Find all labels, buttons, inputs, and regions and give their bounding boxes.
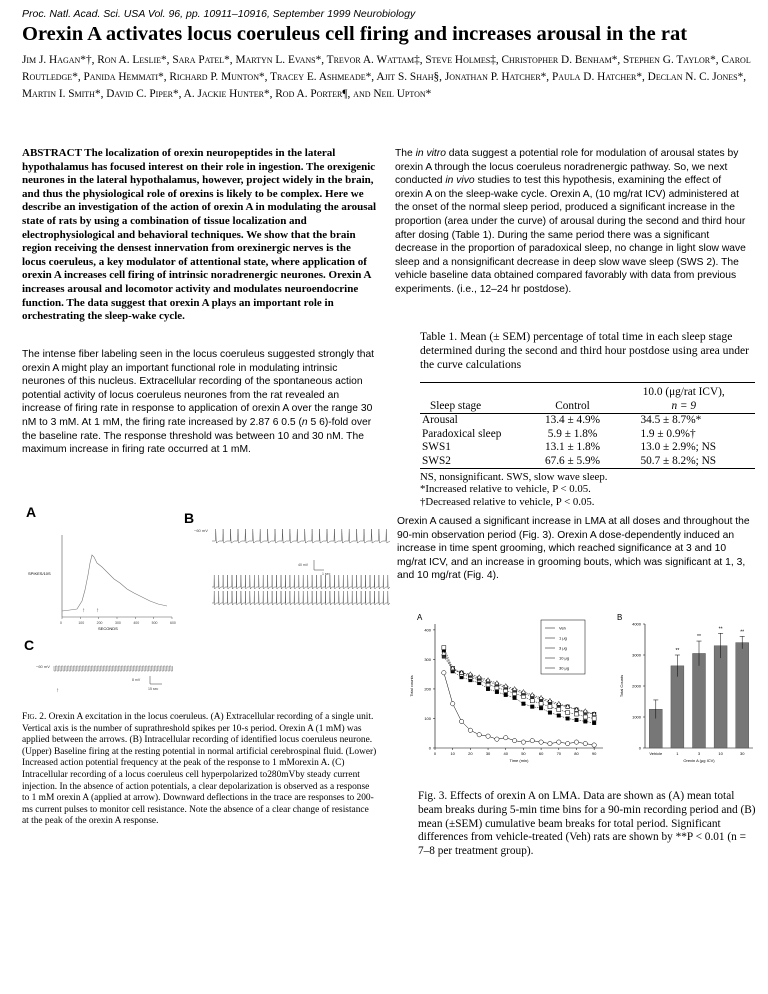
fig2-label-b: B — [184, 510, 195, 526]
fig3a-point — [442, 671, 446, 675]
fig2a-tick-label: 300 — [115, 621, 121, 625]
fig2b-scale-v-label: 40 mV — [298, 563, 309, 567]
fig2b-mv-label: −60 mV — [194, 528, 208, 533]
fig3a-legend-label: 10 μg — [559, 655, 570, 661]
table-cell-control: 67.6 ± 5.9% — [533, 455, 613, 469]
fig2a-tick-label: 0 — [60, 621, 62, 625]
fig3a-ylabel: Total counts — [409, 675, 414, 697]
fig3b-bar — [714, 646, 727, 748]
fig3a-point — [539, 702, 543, 706]
fig3b-significance: ** — [740, 629, 745, 636]
fig3a-point — [548, 741, 552, 745]
table-row — [420, 455, 755, 469]
fig2a-xlabel: SECONDS — [98, 626, 118, 631]
fig2a-trace — [62, 555, 167, 611]
fig3b-category-label: 1 — [676, 751, 679, 756]
fig2b-lower-trace — [212, 575, 390, 605]
fig2b-upper-trace — [212, 529, 390, 543]
table-cell-stage: Paradoxical sleep — [422, 427, 502, 440]
fig3a-point — [459, 719, 463, 723]
fig3a-point — [450, 702, 454, 706]
fig2a-ylabel: SPIKES/10S — [28, 571, 51, 576]
table-cell-stage: SWS1 — [422, 441, 451, 453]
fig3-chart-a — [409, 620, 603, 763]
header-dose-line2: n = 9 — [612, 400, 755, 414]
fig3a-point — [530, 705, 534, 709]
fig2a-tick-label: 400 — [133, 621, 140, 625]
fig3b-category-label: Vehicle — [649, 751, 663, 756]
fig3a-point — [486, 734, 490, 738]
table-cell-control: 5.9 ± 1.8% — [547, 427, 598, 440]
fig2c-scale-v-label: 8 mV — [132, 678, 141, 682]
fig2c-path — [54, 666, 173, 671]
fig3b-ytick-label: 1000 — [632, 714, 641, 720]
spike-path — [212, 591, 390, 605]
fig3a-ytick-label: 0 — [428, 745, 431, 751]
fig2a-arrow-start-icon: ↑ — [82, 608, 85, 614]
fig3-chart-b — [619, 622, 753, 764]
table-cell-dose: 13.0 ± 2.9%; NS — [640, 441, 717, 453]
fig2c-mv-label: −60 mV — [36, 664, 50, 669]
fig3b-xlabel: Orexin A (μg ICV) — [683, 758, 715, 763]
fig3a-xtick-label: 20 — [468, 751, 473, 756]
fig3a-point — [548, 705, 552, 709]
fig3a-point — [530, 738, 534, 742]
fig3a-point — [566, 717, 570, 721]
table-cell-dose: 34.5 ± 8.7%* — [640, 414, 702, 426]
fig3b-significance: ** — [697, 634, 701, 641]
fig3a-xtick-label: 30 — [485, 751, 491, 756]
fig3-label-a: A — [417, 613, 423, 622]
table-1 — [420, 330, 755, 508]
figure-3 — [405, 610, 757, 785]
fig2-label-a: A — [26, 505, 37, 520]
fig3a-ytick-label: 100 — [424, 715, 431, 721]
fig3b-ytick-label: 2000 — [632, 683, 641, 689]
fig3a-xtick-label: 0 — [433, 751, 437, 756]
fig3a-point — [495, 737, 499, 741]
author-list: Jim J. Hagan*†, Ron A. Leslie*, Sara Patel*, Martyn L. Evans*, Trevor A. Wattam‡, Steve Holmes‡, Christopher D. Benham*, Stephen G. Taylor*, Carol Routledge*, Panida Hemmati*, Richard P. Munton*, Tracey E. Ashmeade*, Ajit S. Shah§, Jonathan P. Hatcher*, Paula D. Hatcher*, Declan N. C. Jones*, Martin I. Smith*, David C. Piper*, A. Jackie Hunter*, Rod A. Porter¶, and Neil Upton* — [22, 54, 751, 100]
fig3a-point — [584, 720, 588, 724]
fig3a-xtick-label: 70 — [556, 751, 562, 756]
fig3b-significance: ** — [718, 626, 723, 633]
fig3a-series-line — [444, 673, 594, 745]
figure-2-panels-ab — [22, 505, 392, 645]
fig3a-point — [592, 721, 596, 725]
fig3b-category-label: 10 — [718, 751, 723, 756]
table-note: NS, nonsignificant. SWS, slow wave sleep. — [420, 471, 608, 483]
fig2a-arrow-end-icon: ↑ — [96, 608, 99, 614]
fig3a-point — [530, 699, 534, 703]
fig3a-ytick-label: 300 — [424, 656, 431, 662]
fig3a-point — [583, 715, 587, 719]
fig2-label-c: C — [24, 638, 35, 653]
fig3a-point — [565, 741, 569, 745]
header-dose-line1: 10.0 (μg/rat ICV), — [612, 383, 755, 400]
fig3b-ytick-label: 3000 — [632, 652, 641, 658]
fig3a-legend-label: 1 μg — [559, 635, 567, 641]
fig3a-point — [574, 712, 578, 716]
fig2a-ticks — [60, 617, 176, 625]
fig3a-point — [521, 740, 525, 744]
fig2c-arrow-icon: ↑ — [56, 688, 59, 694]
table-row — [420, 414, 755, 428]
fig3a-xtick-label: 60 — [538, 751, 544, 756]
table-cell-stage: SWS2 — [420, 455, 533, 469]
fig3a-point — [557, 708, 561, 712]
fig3a-xtick-label: 80 — [574, 751, 579, 756]
body-paragraph-locus-coeruleus: The intense fiber labeling seen in the locus coeruleus suggested strongly that orexin A might play an important functional role in modulating intrinsic neurones of this nucleus. Extracellular recording of the spontaneous action potential activity of locus coeruleus neurones from the rat revealed an increase of firing rate in response to application of orexin A over the range 30 nM to 3 mM. At 1 mM, the firing rate increased by 2.87 6 0.5 (n 5 6)-fold over the baseline rate. The response threshold was between 10 and 30 nM. The maximum increase in firing rate occurred at 1 mM. — [22, 349, 375, 456]
journal-header: Proc. Natl. Acad. Sci. USA Vol. 96, pp. 10911–10916, September 1999 Neurobiology — [22, 8, 416, 20]
fig3b-category-label: 3 — [697, 751, 701, 756]
fig3b-bar — [671, 666, 684, 748]
fig2a-tick-label: 500 — [151, 621, 158, 625]
abstract: ABSTRACT The localization of orexin neuropeptides in the lateral hypothalamus has focused interest on their role in ingestion. The orexigenic neurones in the lateral hypothalamus, however, project widely in the brain, and thus the physiological role of orexins is likely to be complex. Here we describe an investigation of the action of orexin A in modulating the arousal state of rats by using a combination of tissue localization and electrophysiological and behavioral techniques. We show that the brain region receiving the densest innervation from orexinergic nerves is the locus coeruleus, a key modulator of attentional state, where application of orexin A increases cell firing of intrinsic noradrenergic neurones. Orexin A increases arousal and locomotor activity and modulates neuroendocrine function. The data suggest that orexin A plays an important role in orchestrating the sleep-wake cycle. — [22, 147, 377, 323]
fig3b-significance: ** — [675, 648, 680, 654]
fig3a-xtick-label: 10 — [450, 751, 455, 756]
fig3a-point — [548, 711, 552, 715]
table-cell-dose: 1.9 ± 0.9%† — [640, 427, 696, 440]
fig2a-tick-label: 600 — [170, 621, 176, 625]
fig3b-ylabel: Total Counts — [619, 674, 624, 698]
table-row — [420, 428, 755, 442]
fig3a-point — [495, 690, 499, 694]
fig3a-point — [539, 706, 543, 710]
fig3-label-b: B — [617, 613, 623, 622]
figure-3-caption: Fig. 3. Effects of orexin A on LMA. Data are shown as (A) mean total beam breaks during 5-min time bins for a 90-min recording period and (B) mean (±SEM) cumulative beam breaks for total period. Significant differences from vehicle-treated (Veh) rats are shown by **P < 0.01 (n = 7–8 per treatment group). — [418, 790, 756, 858]
fig3a-point — [468, 728, 472, 732]
fig3a-point — [486, 687, 490, 691]
sleep-stage-table — [420, 382, 755, 469]
fig3a-point — [512, 738, 516, 742]
fig3a-point — [539, 740, 543, 744]
header-control: Control — [533, 400, 613, 414]
fig3a-point — [592, 716, 596, 720]
fig3a-legend-label: 3 μg — [559, 645, 567, 651]
fig3a-xtick-label: 50 — [521, 751, 526, 756]
fig3b-ytick-label: 0 — [638, 745, 641, 751]
fig3b-category-label: 30 — [739, 751, 745, 756]
fig2c-trace — [54, 666, 173, 671]
figure-2-caption: Fig. 2. Orexin A excitation in the locus coeruleus. (A) Extracellular recording of a single unit. Vertical axis is the number of suprathreshold spikes per 10-s period. Orexin A (1 mM) was applied between the arrows. (B) Intracellular recording of identified locus coeruleus neurone. (Upper) Baseline firing at the resting potential in normal artificial cerebrospinal fluid. (Lower) Increased action potential frequency at the peak of the response to 1 mMorexin A. (C) Intracellular recording of a locus coeruleus cell hyperpolarized to280mVby steady current injection. In the absence of action potentials, a clear depolarization is observed as a response to 1 mM orexin A (applied at arrow). Downward deflections in the trace are responses to 200-ms current pulses to monitor cell resistance. Note the absence of a clear change of resistance at the peak of the orexin A response. — [22, 712, 377, 827]
fig3a-point — [513, 696, 517, 700]
fig3a-ytick-label: 200 — [424, 686, 431, 692]
table-cell-control: 13.4 ± 4.9% — [544, 414, 601, 426]
fig3b-bar — [693, 653, 706, 748]
fig3a-point — [574, 740, 578, 744]
fig2c-scale-t-label: 15 sec — [148, 687, 159, 691]
fig3a-point — [442, 646, 446, 650]
table-cell-stage: Arousal — [422, 414, 458, 426]
fig3a-xtick-label: 40 — [503, 751, 508, 756]
fig3a-point — [566, 711, 570, 715]
fig3a-point — [575, 718, 579, 722]
table-cell-dose: 50.7 ± 8.2%; NS — [612, 455, 755, 469]
fig3a-point — [522, 702, 526, 706]
fig2a-tick-label: 200 — [96, 621, 103, 625]
figure-2-panel-c — [22, 638, 232, 700]
fig3a-legend-label: Veh — [559, 625, 566, 631]
table-note: *Increased relative to vehicle, P < 0.05. — [420, 483, 591, 496]
fig3a-point — [504, 735, 508, 739]
spike-path — [212, 575, 390, 589]
fig3a-point — [592, 743, 596, 747]
fig3a-xtick-label: 90 — [591, 751, 597, 756]
table-note: †Decreased relative to vehicle, P < 0.05. — [420, 495, 595, 508]
body-paragraph-lma: Orexin A caused a significant increase in LMA at all doses and throughout the 90-min observation period (Fig. 3). Orexin A dose-dependently induced an increase in time spent grooming, which reached significance at 3 and 10 mg/rat ICV, and an increase in grooming bouts, which was significant at 1, 3, and 10 mg/rat (Fig. 4). — [397, 516, 750, 582]
fig3b-ytick-label: 4000 — [632, 621, 641, 627]
fig3a-ytick-label: 400 — [424, 627, 431, 633]
table-row — [420, 441, 755, 455]
body-paragraph-sleep-wake: The in vitro data suggest a potential role for modulation of arousal states by orexin A through the locus coeruleus noradrenergic pathway. So, we next conducted in vivo studies to test this hypothesis, examining the effect of orexin A on the sleep-wake cycle. Orexin A, (10 mg/rat ICV) administered at the onset of the normal sleep period, produced a significant increase in the proportion (area under the curve) of arousal during the second and third hour after dosing (Table 1). During the same period there was a significant decrease in the proportion of paradoxical sleep, no change in light slow wave sleep and a nonsignificant decrease in deep slow wave sleep (SWS 2). The vehicle baseline data obtained compared favorably with data from previous experiments. (i.e., 12–24 hr postdose). — [395, 148, 746, 295]
fig3b-bar — [736, 643, 749, 748]
header-sleep-stage: Sleep stage — [420, 400, 533, 414]
fig2a-tick-label: 100 — [78, 621, 85, 625]
fig3a-xlabel: Time (min) — [509, 758, 529, 763]
fig3a-point — [477, 733, 481, 737]
fig3a-point — [557, 740, 561, 744]
fig3a-point — [583, 741, 587, 745]
spike-path — [212, 529, 390, 543]
fig3a-point — [557, 714, 561, 718]
fig2b-scale-t-label: 1 sec — [322, 572, 331, 576]
table-caption: Table 1. Mean (± SEM) percentage of total time in each sleep stage determined during the second and third hour postdose using area under the curve calculations — [420, 330, 750, 371]
fig3a-point — [504, 693, 508, 697]
table-cell-control: 13.1 ± 1.8% — [544, 441, 601, 453]
article-title: Orexin A activates locus coeruleus cell firing and increases arousal in the rat — [22, 23, 688, 45]
fig3a-legend-label: 30 μg — [559, 665, 570, 671]
